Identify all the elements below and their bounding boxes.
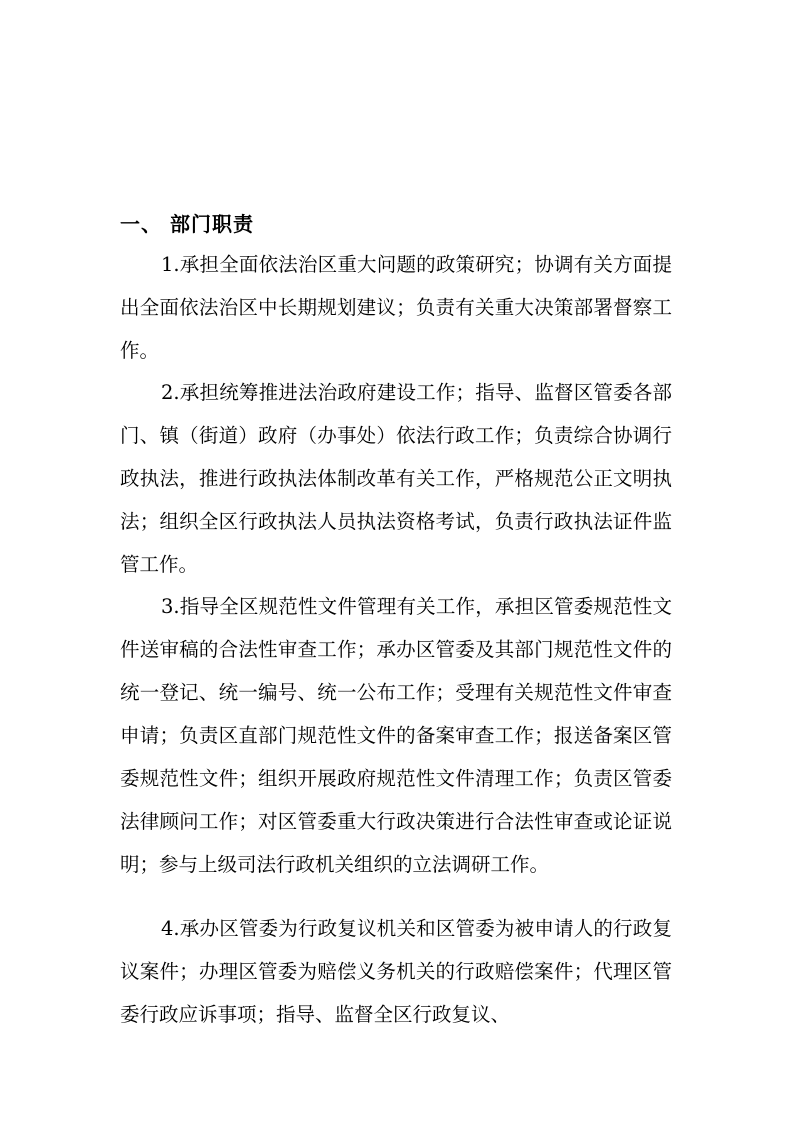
paragraph-4: 4.承办区管委为行政复议机关和区管委为被申请人的行政复议案件；办理区管委为赔偿义务机关的行政赔偿案件；代理区管委行政应诉事项；指导、监督全区行政复议、 — [120, 917, 672, 1026]
section-heading: 一、 部门职责 — [120, 212, 254, 236]
paragraph-1: 1.承担全面依法治区重大问题的政策研究；协调有关方面提出全面依法治区中长期规划建议；负责有关重大决策部署督察工作。 — [120, 253, 672, 362]
paragraph-3: 3.指导全区规范性文件管理有关工作，承担区管委规范性文件送审稿的合法性审查工作；承办区管委及其部门规范性文件的统一登记、统一编号、统一公布工作；受理有关规范性文件审查申请；负责区直部门规范性文件的备案审查工作；报送备案区管委规范性文件；组织开展政府规范性文件清理工作；负责区管委法律顾问工作；对区管委重大行政决策进行合法性审查或论证说明；参与上级司法行政机关组织的立法调研工作。 — [120, 595, 672, 876]
paragraph-2: 2.承担统筹推进法治政府建设工作；指导、监督区管委各部门、镇（街道）政府（办事处）依法行政工作；负责综合协调行政执法，推进行政执法体制改革有关工作，严格规范公正文明执法；组织全区行政执法人员执法资格考试，负责行政执法证件监管工作。 — [120, 381, 672, 576]
